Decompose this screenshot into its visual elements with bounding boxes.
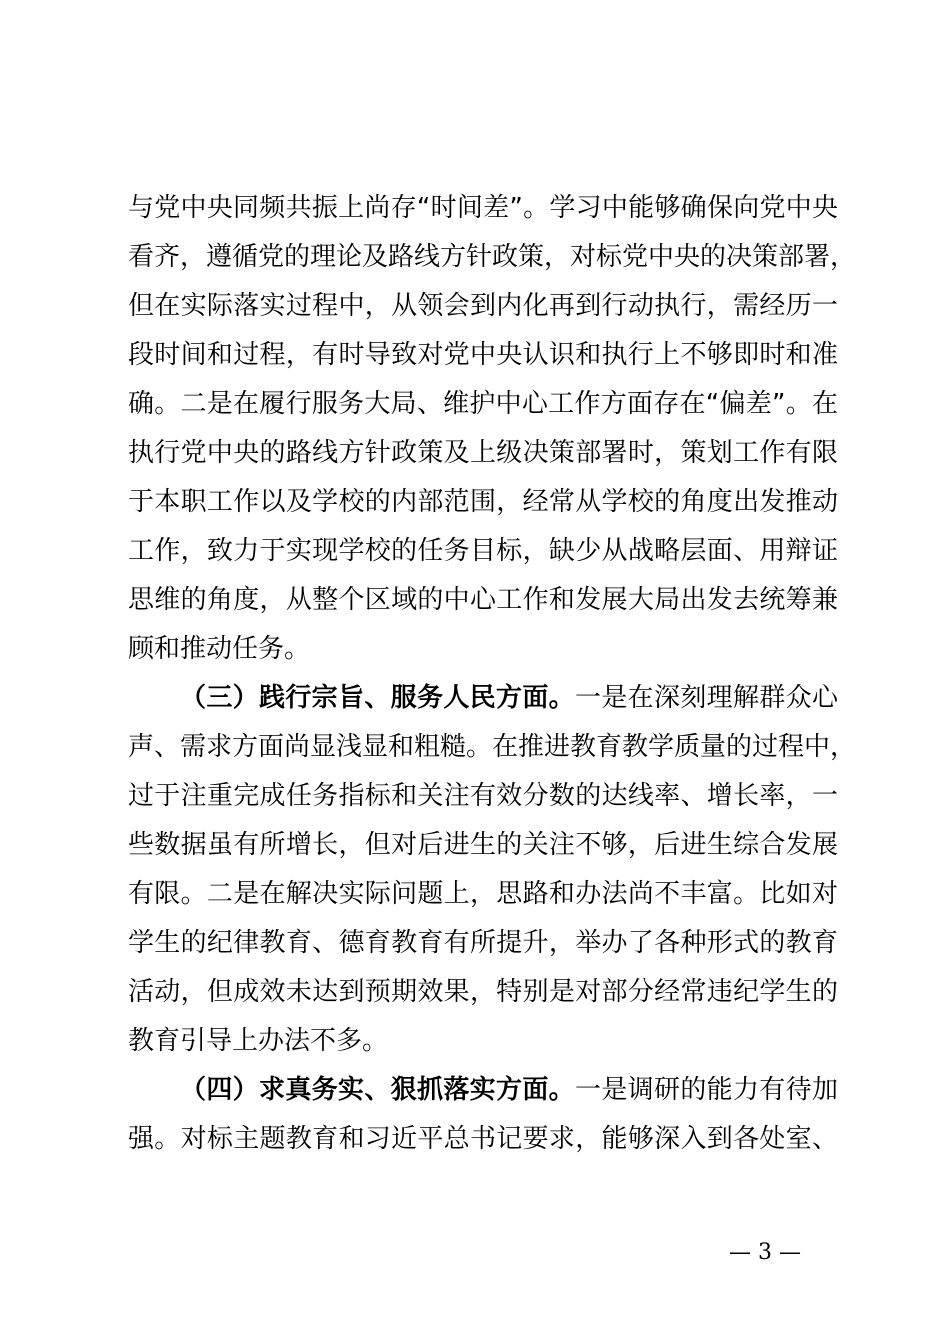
text-line: 有限。二是在解决实际问题上，思路和办法尚不丰富。比如对 <box>128 879 838 909</box>
text-line: 思维的角度，从整个区域的中心工作和发展大局出发去统筹兼 <box>128 585 838 615</box>
body-text <box>128 184 857 1164</box>
text-line: 确。二是在履行服务大局、维护中心工作方面存在“偏差”。在 <box>128 389 838 419</box>
page-number: — 3 — <box>729 1240 801 1265</box>
text-line: 声、需求方面尚显浅显和粗糙。在推进教育教学质量的过程中， <box>128 732 857 762</box>
text-line: 强。对标主题教育和习近平总书记要求，能够深入到各处室、 <box>128 1124 838 1154</box>
text-line: 学生的纪律教育、德育教育有所提升，举办了各种形式的教育 <box>128 928 838 958</box>
text-line: 看齐，遵循党的理论及路线方针政策，对标党中央的决策部署， <box>128 242 857 272</box>
text-line: 些数据虽有所增长，但对后进生的关注不够，后进生综合发展 <box>128 830 838 860</box>
text-line: 活动，但成效未达到预期效果，特别是对部分经常违纪学生的 <box>128 977 838 1007</box>
text-line: 工作，致力于实现学校的任务目标，缺少从战略层面、用辩证 <box>128 536 838 566</box>
text-line: 与党中央同频共振上尚存“时间差”。学习中能够确保向党中央 <box>128 193 838 223</box>
text-line: 过于注重完成任务指标和关注有效分数的达线率、增长率，一 <box>128 781 838 811</box>
section-3-first-text: 一是在深刻理解群众心 <box>574 683 838 713</box>
text-line: 顾和推动任务。 <box>128 634 311 664</box>
section-3-heading: （三）践行宗旨、服务人民方面。 <box>180 683 575 713</box>
text-line: 教育引导上办法不多。 <box>128 1026 389 1056</box>
text-line: 段时间和过程，有时导致对党中央认识和执行上不够即时和准 <box>128 340 838 370</box>
section-4-first-line <box>128 1066 838 1115</box>
section-3-first-line <box>128 674 838 723</box>
text-line: 但在实际落实过程中，从领会到内化再到行动执行，需经历一 <box>128 291 838 321</box>
section-4-first-text: 一是调研的能力有待加 <box>574 1075 838 1105</box>
text-line: 执行党中央的路线方针政策及上级决策部署时，策划工作有限 <box>128 438 838 468</box>
section-4-heading: （四）求真务实、狠抓落实方面。 <box>180 1075 575 1105</box>
text-line: 于本职工作以及学校的内部范围，经常从学校的角度出发推动 <box>128 487 838 517</box>
